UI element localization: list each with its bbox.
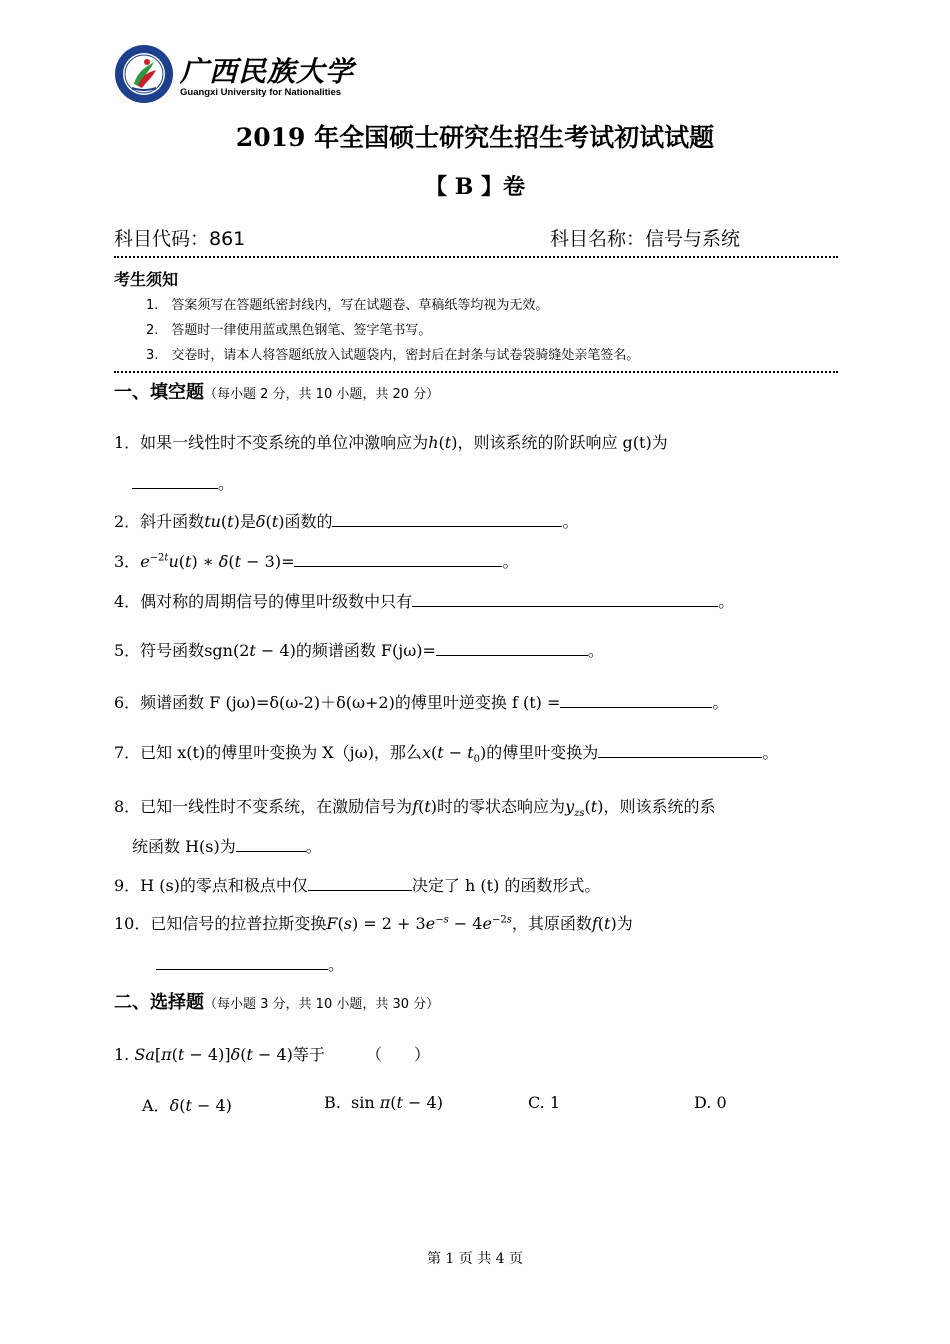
paper-label: 【 B 】卷 [425, 174, 525, 200]
section-title: 一、填空题 [114, 382, 204, 403]
question-3: 3．$e^{-2t}u(t)$ ∗ δ(t − 3)= 。 [114, 552, 519, 571]
answer-paren[interactable]: （ ） [366, 1045, 431, 1064]
question-1-answer: 。 [132, 471, 234, 494]
university-name-en: Guangxi University for Nationalities [180, 87, 342, 98]
section-title: 二、选择题 [114, 992, 204, 1013]
question-2: 2．斜升函数tu(t)是δ(t)函数的 。 [114, 512, 579, 531]
subject-code: 科目代码：861 [114, 228, 246, 250]
option-d[interactable]: D. 0 [694, 1093, 727, 1112]
answer-blank[interactable] [294, 552, 502, 567]
question-8-cont: 统函数 H(s)为 。 [132, 837, 322, 856]
section-note: （每小题 3 分，共 10 小题，共 30 分） [204, 997, 440, 1012]
question-1: 1．如果一线性时不变系统的单位冲激响应为h(t)，则该系统的阶跃响应 g(t)为 [114, 433, 668, 452]
choice-question-1: 1. Sa[π(t − 4)]δ(t − 4)等于 [114, 1045, 325, 1064]
question-10: 10．已知信号的拉普拉斯变换$F(s) = 2 + 3e^{-s} - 4e^{-2s}$，其原函数f(t)为 [114, 914, 633, 933]
university-seal-icon [114, 44, 174, 104]
divider [114, 256, 838, 258]
page-number: 第 1 页 共 4 页 [426, 1251, 524, 1267]
question-4: 4．偶对称的周期信号的傅里叶级数中只有 。 [114, 592, 735, 611]
answer-blank[interactable] [412, 592, 718, 607]
option-a[interactable]: A．δ(t − 4) [142, 1096, 232, 1115]
question-7: 7．已知 x(t)的傅里叶变换为 X（jω)，那么$x(t - t_0)$的傅里叶变换为 。 [114, 743, 779, 766]
question-6: 6．频谱函数 F (jω)=δ(ω-2)＋δ(ω+2)的傅里叶逆变换 f (t) = 。 [114, 693, 729, 712]
section-heading [114, 378, 439, 404]
section-note: （每小题 2 分，共 10 小题，共 20 分） [204, 387, 440, 402]
answer-blank[interactable] [560, 693, 712, 708]
university-name-cn: 广西民族大学 [180, 55, 355, 88]
option-c[interactable]: C. 1 [528, 1093, 561, 1112]
answer-blank[interactable] [308, 876, 412, 891]
notice-item: 1. 答案须写在答题纸密封线内，写在试题卷、草稿纸等均视为无效。 [146, 298, 549, 313]
answer-blank[interactable] [332, 512, 562, 527]
notice-item: 3. 交卷时，请本人将答题纸放入试题袋内，密封后在封条与试卷袋骑缝处亲笔签名。 [146, 348, 640, 363]
answer-blank[interactable] [156, 955, 328, 970]
section-heading [114, 988, 439, 1014]
exam-title: 2019 年全国硕士研究生招生考试初试试题 [235, 123, 715, 152]
notice-item: 2. 答题时一律使用蓝或黑色钢笔、签字笔书写。 [146, 323, 432, 338]
question-5: 5．符号函数sgn(2t − 4)的频谱函数 F(jω)= 。 [114, 641, 604, 660]
answer-blank[interactable] [132, 474, 218, 489]
subject-name: 科目名称：信号与系统 [550, 228, 741, 250]
divider [114, 371, 838, 373]
option-b[interactable]: B. sin π(t − 4) [324, 1093, 443, 1112]
notice-title: 考生须知 [114, 270, 179, 289]
question-9: 9．H (s)的零点和极点中仅 决定了 h (t) 的函数形式。 [114, 876, 601, 895]
question-10-answer: 。 [156, 952, 344, 975]
answer-blank[interactable] [598, 743, 762, 758]
question-8: 8．已知一线性时不变系统，在激励信号为f(t)时的零状态响应为$y_{zs}(t)$，则该系统的系 [114, 797, 716, 820]
answer-blank[interactable] [436, 641, 588, 656]
answer-blank[interactable] [236, 837, 306, 852]
